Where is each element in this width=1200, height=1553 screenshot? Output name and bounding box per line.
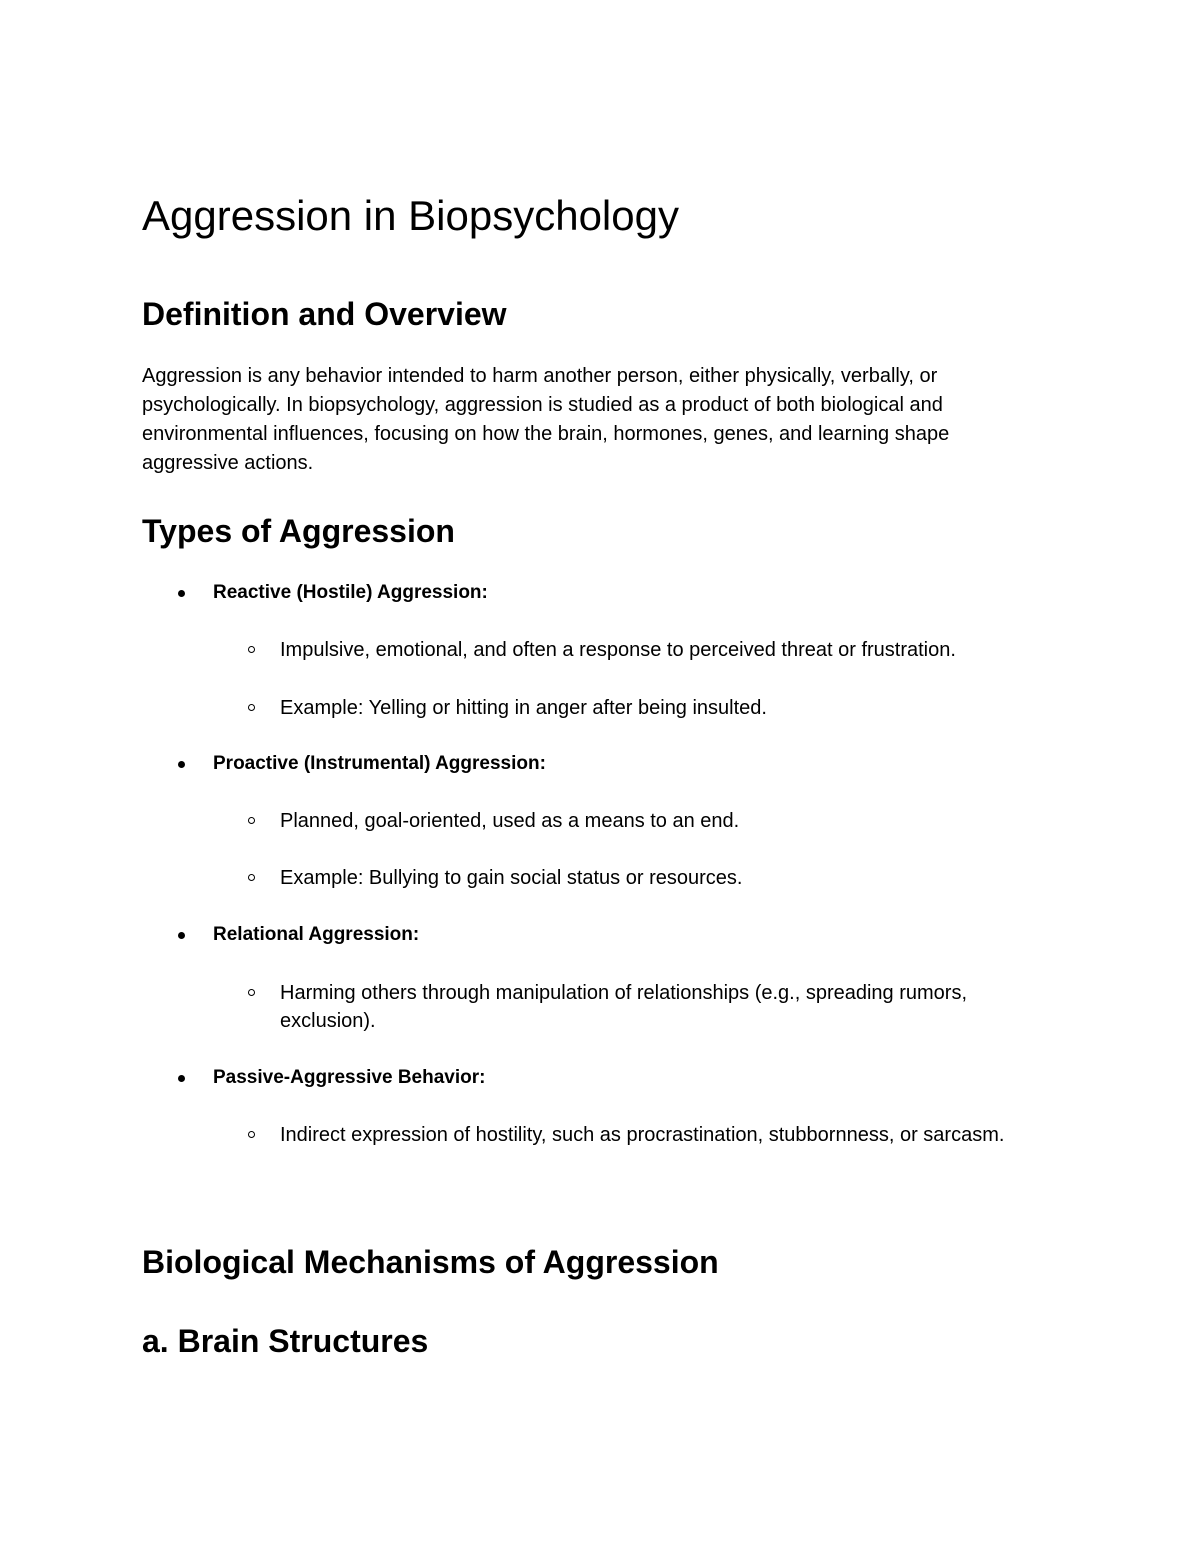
list-item-passive-aggressive: [178, 1064, 485, 1092]
bullet-disc-icon: [178, 761, 185, 768]
bullet-circle-icon: [248, 874, 255, 881]
bullet-disc-icon: [178, 932, 185, 939]
sub-list-item-text: Impulsive, emotional, and often a response to perceived threat or frustration.: [280, 639, 956, 661]
list-item-label: Relational Aggression:: [213, 924, 420, 945]
list-item-label: Passive-Aggressive Behavior:: [213, 1067, 486, 1088]
sub-list-item-text: Indirect expression of hostility, such as procrastination, stubbornness, or sarcasm.: [280, 1124, 1005, 1146]
sub-list-item: [248, 979, 1038, 1035]
sub-list-item: [248, 864, 1038, 892]
section-heading-biological: Biological Mechanisms of Aggression: [142, 1244, 719, 1280]
bullet-disc-icon: [178, 1075, 185, 1082]
bullet-circle-icon: [248, 704, 255, 711]
sub-list-item-text: Planned, goal-oriented, used as a means to an end.: [280, 810, 740, 832]
bullet-circle-icon: [248, 646, 255, 653]
section-heading-definition: Definition and Overview: [142, 296, 507, 332]
sub-list-item: [248, 1121, 1038, 1149]
sub-list-item: [248, 636, 1038, 664]
sub-list-item-text: Harming others through manipulation of relationships (e.g., spreading rumors, exclusion).: [280, 982, 968, 1032]
bullet-circle-icon: [248, 1131, 255, 1138]
list-item-label: Proactive (Instrumental) Aggression:: [213, 753, 546, 774]
list-item-reactive: [178, 579, 488, 607]
sub-list-item: [248, 694, 1038, 722]
definition-paragraph: Aggression is any behavior intended to harm another person, either physically, verbally, or psychologically. In biopsychology, aggression is studied as a product of both biological and environmental influences, focusing on how the brain, hormones, genes, and learning shape aggressive actions.: [142, 365, 950, 474]
bullet-disc-icon: [178, 590, 185, 597]
section-heading-types: Types of Aggression: [142, 513, 455, 549]
list-item-label: Reactive (Hostile) Aggression:: [213, 582, 488, 603]
bullet-circle-icon: [248, 817, 255, 824]
subsection-heading-brain-structures: a. Brain Structures: [142, 1323, 429, 1359]
list-item-relational: [178, 921, 419, 949]
bullet-circle-icon: [248, 989, 255, 996]
sub-list-item: [248, 807, 1038, 835]
list-item-proactive: [178, 750, 546, 778]
document-title: Aggression in Biopsychology: [142, 192, 679, 239]
sub-list-item-text: Example: Bullying to gain social status or resources.: [280, 867, 743, 889]
sub-list-item-text: Example: Yelling or hitting in anger after being insulted.: [280, 697, 767, 719]
